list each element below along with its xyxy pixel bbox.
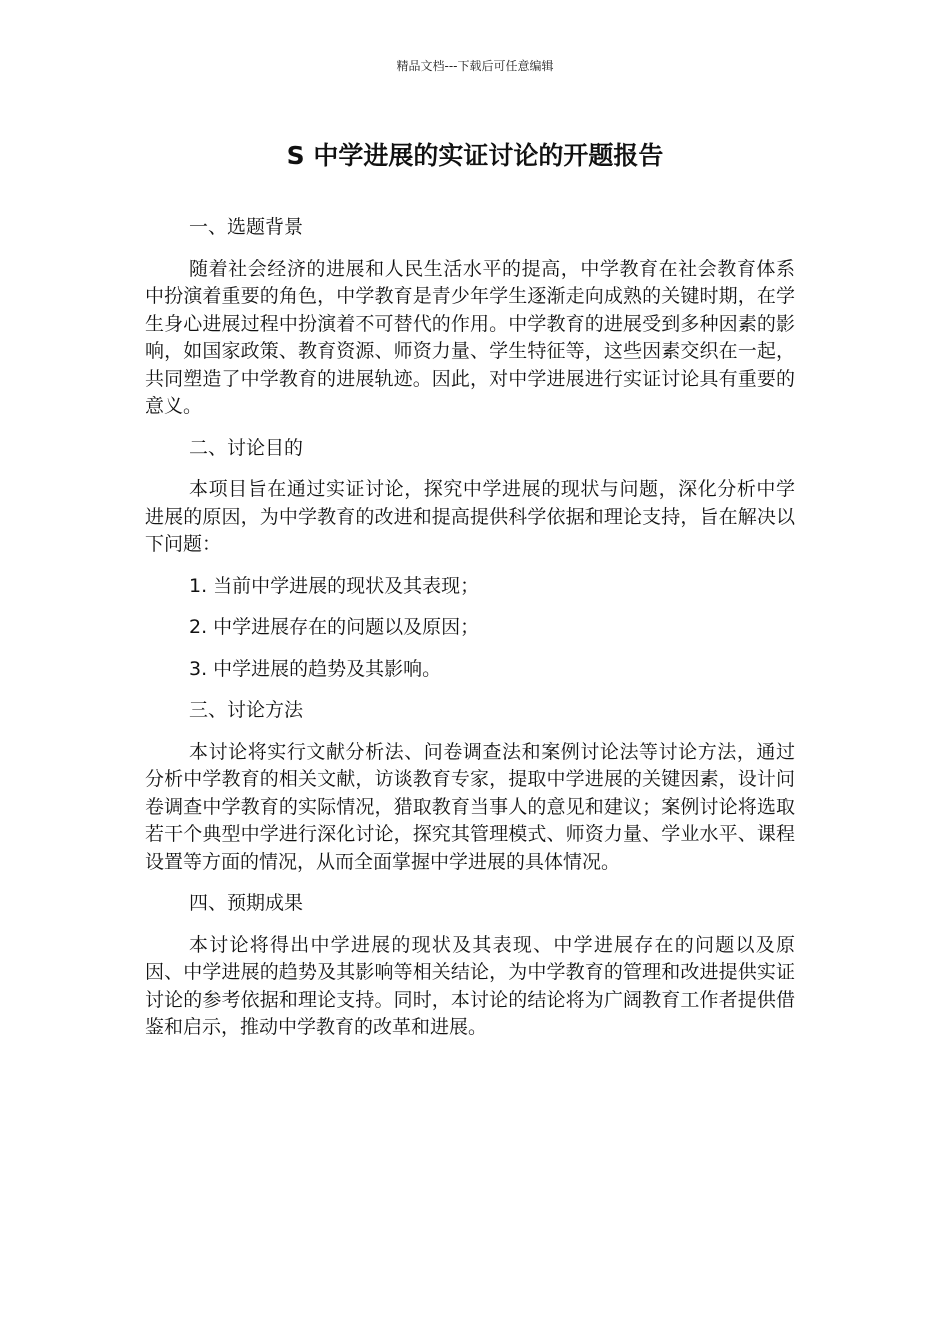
- paragraph-method: 本讨论将实行文献分析法、问卷调查法和案例讨论法等讨论方法，通过分析中学教育的相关文献，访谈教育专家，提取中学进展的关键因素，设计问卷调查中学教育的实际情况，猎取教育当事人的意见和建议；案例讨论将选取若干个典型中学进行深化讨论，探究其管理模式、师资力量、学业水平、课程设置等方面的情况，从而全面掌握中学进展的具体情况。: [145, 740, 795, 873]
- section-heading-purpose: 二、讨论目的: [189, 436, 304, 459]
- document-title: S 中学进展的实证讨论的开题报告: [286, 141, 664, 170]
- question-item-3: 3. 中学进展的趋势及其影响。: [189, 657, 442, 680]
- document-body: [145, 214, 795, 1056]
- section-heading-background: 一、选题背景: [189, 216, 304, 238]
- question-item-2: 2. 中学进展存在的问题以及原因；: [189, 616, 480, 638]
- question-item-1: 1. 当前中学进展的现状及其表现；: [189, 574, 480, 597]
- paragraph-background: 随着社会经济的进展和人民生活水平的提高，中学教育在社会教育体系中扮演着重要的角色，中学教育是青少年学生逐渐走向成熟的关键时期，在学生身心进展过程中扮演着不可替代的作用。中学教育的进展受到多种因素的影响，如国家政策、教育资源、师资力量、学生特征等，这些因素交织在一起，共同塑造了中学教育的进展轨迹。因此，对中学进展进行实证讨论具有重要的意义。: [145, 257, 795, 417]
- header-note: 精品文档---下载后可任意编辑: [396, 59, 554, 73]
- section-heading-results: 四、预期成果: [189, 892, 304, 914]
- section-heading-method: 三、讨论方法: [189, 699, 304, 721]
- paragraph-purpose: 本项目旨在通过实证讨论，探究中学进展的现状与问题，深化分析中学进展的原因，为中学教育的改进和提高提供科学依据和理论支持，旨在解决以下问题：: [145, 478, 795, 555]
- paragraph-results: 本讨论将得出中学进展的现状及其表现、中学进展存在的问题以及原因、中学进展的趋势及其影响等相关结论，为中学教育的管理和改进提供实证讨论的参考依据和理论支持。同时，本讨论的结论将为广阔教育工作者提供借鉴和启示，推动中学教育的改革和进展。: [145, 933, 795, 1038]
